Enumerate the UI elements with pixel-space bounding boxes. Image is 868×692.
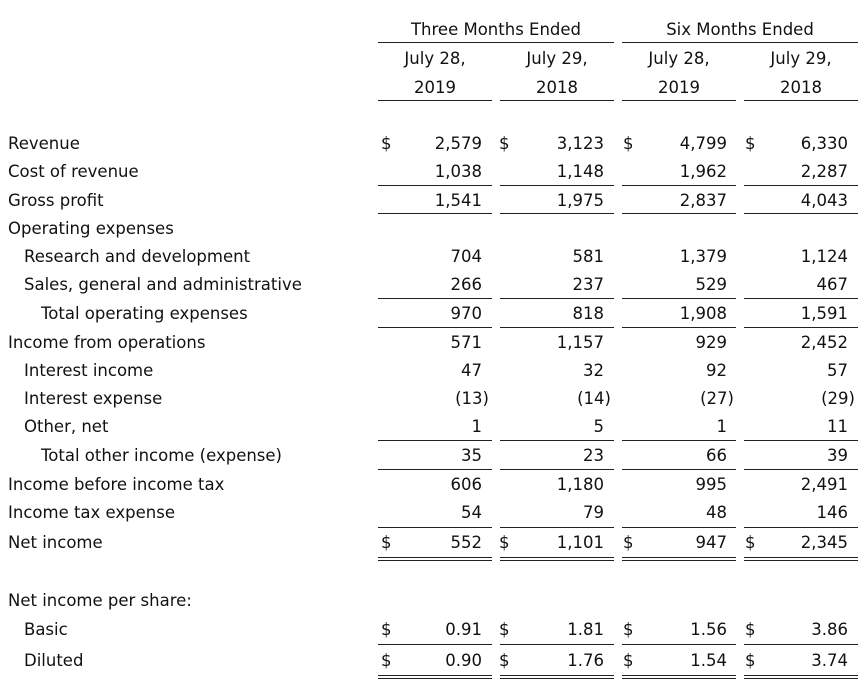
value-cell: 0.91 [445, 620, 482, 639]
value-cell: 4,043 [800, 191, 848, 210]
value-cell: 552 [450, 533, 482, 552]
single-rule [744, 185, 858, 186]
value-cell: 54 [461, 503, 482, 522]
value-cell: (29) [821, 389, 855, 408]
double-rule [378, 560, 492, 561]
value-cell: 237 [572, 275, 604, 294]
currency-symbol: $ [623, 620, 634, 639]
value-cell: (13) [455, 389, 489, 408]
value-cell: 2,491 [800, 475, 848, 494]
value-cell: 2,345 [800, 533, 848, 552]
single-rule [378, 327, 492, 328]
value-cell: 581 [572, 247, 604, 266]
row-label: Net income per share: [8, 591, 192, 610]
value-cell: 11 [827, 417, 848, 436]
row-label: Revenue [8, 134, 80, 153]
single-rule [378, 527, 492, 528]
value-cell: (27) [700, 389, 734, 408]
double-rule [378, 678, 492, 679]
currency-symbol: $ [499, 533, 510, 552]
value-cell: 1,975 [556, 191, 604, 210]
single-rule [622, 440, 736, 441]
currency-symbol: $ [623, 533, 634, 552]
currency-symbol: $ [381, 533, 392, 552]
value-cell: 92 [706, 361, 727, 380]
value-cell: 1,180 [556, 475, 604, 494]
value-cell: 4,799 [679, 134, 727, 153]
row-label: Sales, general and administrative [24, 275, 302, 294]
value-cell: 0.90 [445, 651, 482, 670]
single-rule [744, 469, 858, 470]
value-cell: 1,157 [556, 333, 604, 352]
value-cell: (14) [577, 389, 611, 408]
column-header: July 28, 2019 [648, 49, 710, 97]
header-underline [378, 100, 492, 101]
group-underline [378, 42, 614, 43]
single-rule [378, 213, 492, 214]
currency-symbol: $ [499, 134, 510, 153]
value-cell: 571 [450, 333, 482, 352]
double-rule [378, 557, 492, 558]
double-rule [622, 678, 736, 679]
single-rule [622, 469, 736, 470]
single-rule [622, 327, 736, 328]
value-cell: 1,148 [556, 162, 604, 181]
value-cell: 1,908 [679, 304, 727, 323]
value-cell: 1,541 [434, 191, 482, 210]
value-cell: 1,124 [800, 247, 848, 266]
double-rule [622, 560, 736, 561]
currency-symbol: $ [745, 533, 756, 552]
single-rule [500, 298, 614, 299]
value-cell: 47 [461, 361, 482, 380]
single-rule [378, 469, 492, 470]
row-label: Interest expense [24, 389, 163, 408]
currency-symbol: $ [745, 134, 756, 153]
value-cell: 32 [583, 361, 604, 380]
value-cell: 146 [816, 503, 848, 522]
currency-symbol: $ [381, 620, 392, 639]
row-label: Income before income tax [8, 475, 225, 494]
single-rule [744, 644, 858, 645]
value-cell: 929 [695, 333, 727, 352]
double-rule [500, 675, 614, 676]
value-cell: 818 [572, 304, 604, 323]
value-cell: 1.81 [567, 620, 604, 639]
header-underline [744, 100, 858, 101]
value-cell: 79 [583, 503, 604, 522]
row-label: Other, net [24, 417, 109, 436]
value-cell: 1,591 [800, 304, 848, 323]
currency-symbol: $ [623, 651, 634, 670]
value-cell: 39 [827, 446, 848, 465]
value-cell: 2,579 [434, 134, 482, 153]
value-cell: 266 [450, 275, 482, 294]
single-rule [622, 527, 736, 528]
value-cell: 1.56 [690, 620, 727, 639]
value-cell: 48 [706, 503, 727, 522]
single-rule [500, 644, 614, 645]
value-cell: 2,287 [800, 162, 848, 181]
value-cell: 529 [695, 275, 727, 294]
single-rule [500, 527, 614, 528]
single-rule [622, 213, 736, 214]
single-rule [622, 644, 736, 645]
single-rule [622, 185, 736, 186]
single-rule [500, 213, 614, 214]
header-underline [622, 100, 736, 101]
row-label: Diluted [24, 651, 84, 670]
column-header: July 28, 2019 [404, 49, 466, 97]
currency-symbol: $ [745, 620, 756, 639]
value-cell: 3,123 [556, 134, 604, 153]
single-rule [378, 644, 492, 645]
value-cell: 2,837 [679, 191, 727, 210]
single-rule [378, 185, 492, 186]
single-rule [744, 213, 858, 214]
row-label: Gross profit [8, 191, 104, 210]
single-rule [500, 327, 614, 328]
currency-symbol: $ [381, 134, 392, 153]
single-rule [500, 185, 614, 186]
group-header-six-months: Six Months Ended [666, 20, 814, 39]
single-rule [622, 298, 736, 299]
group-header-three-months: Three Months Ended [410, 20, 582, 39]
single-rule [500, 469, 614, 470]
row-label: Income tax expense [8, 503, 176, 522]
value-cell: 995 [695, 475, 727, 494]
column-header: July 29, 2018 [770, 49, 832, 97]
double-rule [744, 560, 858, 561]
value-cell: 3.74 [811, 651, 848, 670]
value-cell: 57 [827, 361, 848, 380]
currency-symbol: $ [499, 620, 510, 639]
double-rule [378, 675, 492, 676]
value-cell: 467 [816, 275, 848, 294]
value-cell: 1 [716, 417, 727, 436]
value-cell: 66 [706, 446, 727, 465]
value-cell: 5 [593, 417, 604, 436]
value-cell: 1.54 [690, 651, 727, 670]
value-cell: 947 [695, 533, 727, 552]
double-rule [500, 560, 614, 561]
single-rule [744, 440, 858, 441]
double-rule [744, 678, 858, 679]
value-cell: 6,330 [800, 134, 848, 153]
row-label: Total other income (expense) [41, 446, 282, 465]
currency-symbol: $ [499, 651, 510, 670]
value-cell: 23 [583, 446, 604, 465]
value-cell: 35 [461, 446, 482, 465]
single-rule [744, 298, 858, 299]
currency-symbol: $ [623, 134, 634, 153]
row-label: Operating expenses [8, 219, 174, 238]
single-rule [744, 327, 858, 328]
value-cell: 3.86 [811, 620, 848, 639]
double-rule [500, 557, 614, 558]
row-label: Total operating expenses [41, 304, 248, 323]
row-label: Basic [24, 620, 68, 639]
double-rule [744, 675, 858, 676]
column-header: July 29, 2018 [526, 49, 588, 97]
double-rule [622, 675, 736, 676]
value-cell: 2,452 [800, 333, 848, 352]
currency-symbol: $ [381, 651, 392, 670]
value-cell: 1 [471, 417, 482, 436]
group-underline [622, 42, 858, 43]
currency-symbol: $ [745, 651, 756, 670]
row-label: Interest income [24, 361, 154, 380]
single-rule [378, 440, 492, 441]
value-cell: 1,038 [434, 162, 482, 181]
row-label: Net income [8, 533, 103, 552]
single-rule [744, 527, 858, 528]
single-rule [500, 440, 614, 441]
value-cell: 1.76 [567, 651, 604, 670]
value-cell: 970 [450, 304, 482, 323]
double-rule [622, 557, 736, 558]
value-cell: 1,962 [679, 162, 727, 181]
header-underline [500, 100, 614, 101]
row-label: Income from operations [8, 333, 206, 352]
value-cell: 704 [450, 247, 482, 266]
double-rule [744, 557, 858, 558]
value-cell: 606 [450, 475, 482, 494]
row-label: Research and development [24, 247, 251, 266]
double-rule [500, 678, 614, 679]
single-rule [378, 298, 492, 299]
value-cell: 1,101 [556, 533, 604, 552]
value-cell: 1,379 [679, 247, 727, 266]
row-label: Cost of revenue [8, 162, 139, 181]
